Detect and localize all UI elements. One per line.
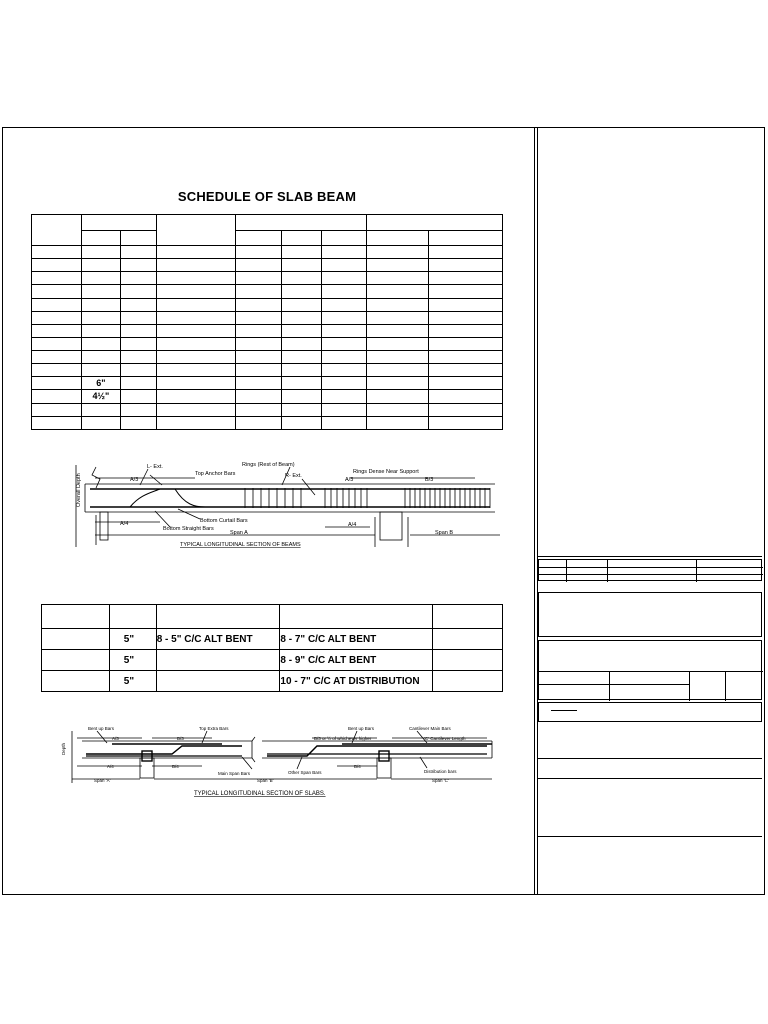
beam-schedule-cell: [429, 403, 503, 416]
beam-schedule-cell: [156, 324, 235, 337]
beam-schedule-cell: [32, 337, 82, 350]
slab-a3-label: A/3: [112, 736, 119, 741]
beam-top-anchor-label: Top Anchor Bars: [195, 471, 236, 477]
beam-schedule-cell: [81, 298, 120, 311]
slab-schedule-row: [42, 629, 503, 650]
beam-schedule-cell: [429, 298, 503, 311]
beam-schedule-subheader-row: [32, 230, 503, 246]
slab-schedule-table: [41, 604, 503, 692]
slab-schedule-cell: 8 - 7" C/C ALT BENT: [280, 629, 433, 650]
beam-a3-right-label: A/3: [345, 477, 354, 483]
slab-schedule-cell: [156, 650, 280, 671]
beam-schedule-cell: [156, 298, 235, 311]
beam-depth-label: Overall Depth: [76, 473, 82, 507]
beam-schedule-cell: [235, 364, 282, 377]
beam-schedule-cell: [120, 259, 156, 272]
beam-bottom-straight-label: Bottom Straight Bars: [163, 526, 214, 532]
beam-schedule-cell: [81, 311, 120, 324]
slab-b3-label: B/3: [177, 736, 184, 741]
slab-schedule-cell: [42, 605, 110, 629]
beam-schedule-cell: [322, 337, 367, 350]
beam-schedule-cell: [156, 403, 235, 416]
beam-schedule-cell: [282, 246, 322, 259]
beam-schedule-cell: [282, 311, 322, 324]
beam-schedule-row: [32, 324, 503, 337]
slab-schedule-cell: [433, 605, 503, 629]
slab-schedule-cell: [433, 671, 503, 692]
slab-longitudinal-section: [52, 723, 502, 803]
beam-schedule-cell: [235, 403, 282, 416]
slab-other-span-label: Other Span Bars: [288, 770, 322, 775]
beam-schedule-cell: [81, 259, 120, 272]
beam-schedule-cell: [156, 351, 235, 364]
beam-schedule-row: [32, 351, 503, 364]
beam-schedule-cell: [367, 337, 429, 350]
slab-schedule-cell: [42, 650, 110, 671]
beam-schedule-cell: [282, 403, 322, 416]
slab-schedule-cell: [156, 671, 280, 692]
beam-schedule-cell: [322, 259, 367, 272]
beam-schedule-cell: [282, 285, 322, 298]
beam-schedule-cell: [156, 272, 235, 285]
beam-schedule-cell: [367, 324, 429, 337]
beam-schedule-cell: [367, 416, 429, 429]
beam-schedule-cell: [32, 272, 82, 285]
beam-schedule-cell: [120, 311, 156, 324]
beam-schedule-cell: [81, 364, 120, 377]
beam-schedule-row: [32, 272, 503, 285]
beam-schedule-cell: [367, 390, 429, 403]
beam-schedule-row: [32, 337, 503, 350]
beam-schedule-cell: [235, 311, 282, 324]
beam-schedule-cell: [156, 390, 235, 403]
slab-distribution-label: Distribution bars: [424, 769, 457, 774]
title-block-rule: [538, 556, 762, 557]
slab-schedule-cell: 8 - 9" C/C ALT BENT: [280, 650, 433, 671]
slab-c-cantilever-label: 'C' Cantilever Length: [424, 736, 466, 741]
slab-schedule-row: [42, 650, 503, 671]
beam-schedule-header-row: [32, 215, 503, 231]
beam-schedule-cell: [429, 285, 503, 298]
beam-schedule-cell: [429, 259, 503, 272]
beam-schedule-cell: [81, 337, 120, 350]
beam-schedule-cell: [120, 246, 156, 259]
beam-schedule-cell: [282, 390, 322, 403]
beam-schedule-cell: [322, 403, 367, 416]
beam-schedule-cell: [235, 298, 282, 311]
beam-schedule-cell: [282, 324, 322, 337]
beam-schedule-cell: [322, 285, 367, 298]
beam-schedule-cell: [429, 337, 503, 350]
beam-schedule-cell: [235, 390, 282, 403]
slab-schedule-cell: [433, 650, 503, 671]
beam-schedule-row: [32, 285, 503, 298]
beam-schedule-cell: [81, 324, 120, 337]
beam-rings-rest-label: Rings (Rest of Beam): [242, 462, 295, 468]
beam-span-b-label: Span B: [435, 530, 454, 536]
slab-span-a-label: Span 'A': [94, 778, 111, 783]
slab-schedule-row: [42, 671, 503, 692]
slab-bent-up-left-label: Bent up Bars: [88, 726, 115, 731]
slab-span-c-label: Span 'C': [432, 778, 449, 783]
beam-schedule-cell: [235, 416, 282, 429]
beam-schedule-cell: [282, 259, 322, 272]
beam-span-a-label: Span A: [230, 530, 248, 536]
slab-a4-label: A/4: [107, 764, 114, 769]
beam-schedule-row: [32, 390, 503, 403]
beam-schedule-row: [32, 416, 503, 429]
beam-schedule-cell: [32, 351, 82, 364]
beam-schedule-row: [32, 403, 503, 416]
beam-schedule-cell: [120, 298, 156, 311]
beam-schedule-cell: [322, 298, 367, 311]
beam-schedule-cell: 4½": [81, 390, 120, 403]
beam-schedule-cell: [32, 403, 82, 416]
beam-schedule-cell: [81, 403, 120, 416]
beam-schedule-cell: [235, 377, 282, 390]
beam-schedule-cell: [81, 416, 120, 429]
slab-schedule-cell: [109, 605, 156, 629]
beam-schedule-cell: [81, 246, 120, 259]
beam-schedule-cell: [120, 416, 156, 429]
beam-schedule-cell: [322, 377, 367, 390]
beam-schedule-cell: [32, 298, 82, 311]
beam-schedule-cell: [429, 364, 503, 377]
slab-schedule-cell: 5": [109, 650, 156, 671]
beam-a3-left-label: A/3: [130, 477, 139, 483]
beam-section-caption: TYPICAL LONGITUDINAL SECTION OF BEAMS: [180, 542, 301, 548]
client-box: [538, 592, 762, 637]
beam-schedule-row: [32, 246, 503, 259]
title-block: [538, 130, 762, 893]
slab-schedule-cell: 5": [109, 629, 156, 650]
beam-schedule-cell: [120, 285, 156, 298]
beam-schedule-cell: [367, 377, 429, 390]
beam-rings-dense-label: Rings Dense Near Support: [353, 469, 419, 475]
beam-a4-right-label: A/4: [348, 522, 357, 528]
beam-schedule-cell: [32, 324, 82, 337]
beam-longitudinal-section: [70, 455, 520, 555]
beam-schedule-cell: [156, 377, 235, 390]
beam-schedule-cell: [282, 377, 322, 390]
slab-depth-label: Depth: [61, 742, 66, 755]
slab-schedule-cell: 5": [109, 671, 156, 692]
beam-schedule-cell: [235, 351, 282, 364]
beam-schedule-table: [31, 214, 503, 430]
beam-schedule-cell: [367, 246, 429, 259]
beam-schedule-cell: [156, 364, 235, 377]
schedule-title: SCHEDULE OF SLAB BEAM: [177, 189, 357, 204]
drawing-title-box: [538, 702, 762, 722]
beam-schedule-cell: [429, 351, 503, 364]
beam-schedule-cell: [322, 311, 367, 324]
beam-schedule-cell: [120, 377, 156, 390]
beam-schedule-cell: [429, 272, 503, 285]
beam-schedule-cell: [429, 311, 503, 324]
beam-schedule-cell: [32, 246, 82, 259]
slab-b3-or-label: B/3 or ½ of whichever higher: [314, 736, 372, 741]
beam-schedule-cell: [120, 337, 156, 350]
slab-schedule-cell: [42, 629, 110, 650]
beam-l-ext-label: L- Ext.: [147, 464, 163, 470]
beam-schedule-cell: [235, 259, 282, 272]
beam-schedule-cell: [322, 351, 367, 364]
beam-schedule-cell: [120, 390, 156, 403]
beam-schedule-cell: [235, 272, 282, 285]
slab-main-span-label: Main Span Bars: [218, 771, 251, 776]
beam-schedule-cell: [282, 337, 322, 350]
beam-schedule-cell: [282, 298, 322, 311]
beam-schedule-row: [32, 259, 503, 272]
slab-b4-label: B/4: [172, 764, 179, 769]
beam-schedule-cell: [81, 272, 120, 285]
slab-schedule-cell: [280, 605, 433, 629]
beam-schedule-row: [32, 298, 503, 311]
revision-table: [538, 559, 762, 581]
beam-schedule-cell: [282, 351, 322, 364]
slab-schedule-cell: 8 - 5" C/C ALT BENT: [156, 629, 280, 650]
beam-schedule-cell: [367, 298, 429, 311]
project-box: [538, 640, 762, 700]
beam-schedule-cell: [322, 416, 367, 429]
beam-schedule-cell: [32, 364, 82, 377]
beam-schedule-cell: [235, 337, 282, 350]
beam-schedule-cell: [429, 416, 503, 429]
beam-schedule-cell: [429, 246, 503, 259]
beam-schedule-cell: [367, 364, 429, 377]
slab-schedule-cell: 10 - 7" C/C AT DISTRIBUTION: [280, 671, 433, 692]
slab-schedule-cell: [42, 671, 110, 692]
slab-cantilever-main-label: Cantilever Main Bars: [409, 726, 451, 731]
beam-bottom-curtail-label: Bottom Curtail Bars: [200, 518, 248, 524]
beam-schedule-cell: [156, 246, 235, 259]
beam-schedule-cell: [367, 351, 429, 364]
slab-schedule-row: [42, 605, 503, 629]
beam-schedule-cell: [156, 311, 235, 324]
beam-schedule-cell: [81, 351, 120, 364]
beam-schedule-cell: [367, 272, 429, 285]
beam-schedule-cell: [81, 285, 120, 298]
beam-schedule-cell: [32, 377, 82, 390]
beam-schedule-cell: [120, 364, 156, 377]
beam-schedule-cell: [235, 246, 282, 259]
beam-schedule-cell: [120, 324, 156, 337]
beam-schedule-cell: [322, 272, 367, 285]
beam-schedule-cell: [322, 246, 367, 259]
beam-schedule-cell: [120, 351, 156, 364]
beam-schedule-cell: [429, 377, 503, 390]
beam-b3-label: B/3: [425, 477, 434, 483]
beam-schedule-cell: [32, 285, 82, 298]
beam-schedule-cell: [32, 259, 82, 272]
beam-schedule-cell: [282, 416, 322, 429]
beam-schedule-cell: [156, 416, 235, 429]
beam-schedule-cell: [32, 311, 82, 324]
beam-schedule-cell: [32, 416, 82, 429]
beam-schedule-cell: [322, 364, 367, 377]
beam-schedule-cell: [367, 259, 429, 272]
slab-b4-right-label: B/4: [354, 764, 361, 769]
slab-schedule-cell: [156, 605, 280, 629]
slab-bent-up-right-label: Bent up Bars: [348, 726, 375, 731]
beam-schedule-cell: [156, 337, 235, 350]
beam-a4-left-label: A/4: [120, 521, 129, 527]
beam-schedule-cell: [235, 285, 282, 298]
beam-schedule-cell: [282, 364, 322, 377]
beam-schedule-cell: [367, 403, 429, 416]
beam-schedule-cell: [322, 324, 367, 337]
beam-schedule-cell: [156, 259, 235, 272]
beam-schedule-cell: [322, 390, 367, 403]
beam-schedule-row: [32, 377, 503, 390]
beam-schedule-row: [32, 364, 503, 377]
beam-schedule-cell: [282, 272, 322, 285]
beam-schedule-cell: [235, 324, 282, 337]
beam-schedule-cell: [156, 285, 235, 298]
slab-top-extra-label: Top Extra Bars: [199, 726, 229, 731]
beam-schedule-cell: [429, 324, 503, 337]
slab-schedule-cell: [433, 629, 503, 650]
beam-schedule-cell: [32, 390, 82, 403]
beam-schedule-cell: [367, 285, 429, 298]
beam-schedule-cell: [120, 403, 156, 416]
beam-schedule-cell: [367, 311, 429, 324]
slab-span-b-label: Span 'B': [257, 778, 274, 783]
beam-schedule-cell: [120, 272, 156, 285]
beam-schedule-cell: 6": [81, 377, 120, 390]
beam-schedule-row: [32, 311, 503, 324]
slab-section-caption: TYPICAL LONGITUDINAL SECTION OF SLABS.: [194, 791, 326, 797]
beam-r-ext-label: R- Ext.: [285, 473, 302, 479]
beam-schedule-cell: [429, 390, 503, 403]
